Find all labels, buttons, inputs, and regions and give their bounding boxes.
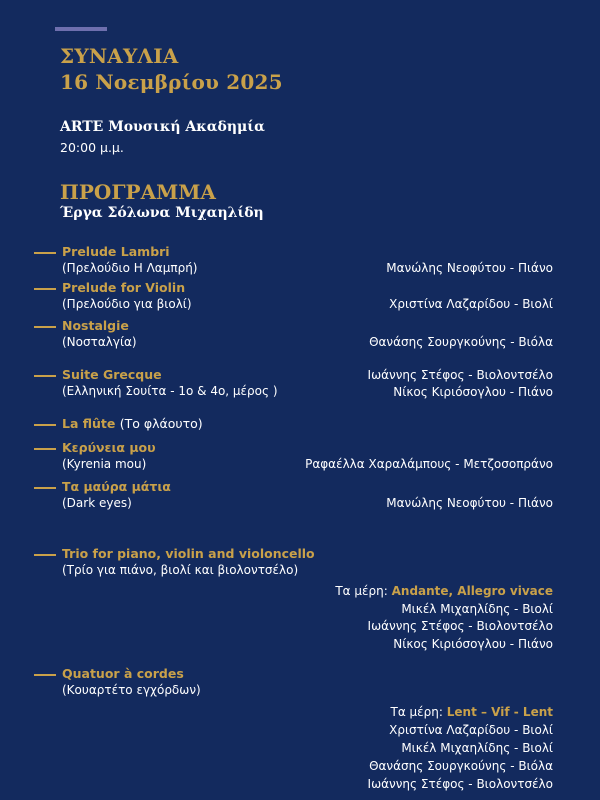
piece-title: Prelude for Violin (62, 280, 186, 295)
piece-subtitle: (Πρελούδιο Η Λαμπρή) (62, 261, 198, 275)
performer: Ιωάννης Στέφος - Βιολοντσέλο (367, 368, 553, 382)
concert-title: ΣΥΝΑΥΛΙΑ (60, 44, 179, 68)
parts-label: Τα μέρη: (335, 584, 388, 598)
performer: Μανώλης Νεοφύτου - Πιάνο (386, 496, 553, 510)
piece-subtitle: (Τρίο για πιάνο, βιολί και βιολοντσέλο) (62, 563, 299, 577)
piece-title: Κερύνεια μου (62, 440, 156, 455)
dash-icon (34, 554, 56, 556)
piece-title: Prelude Lambri (62, 244, 170, 259)
performer: Χριστίνα Λαζαρίδου - Βιολί (389, 297, 553, 311)
dash-icon (34, 448, 56, 450)
piece-subtitle: (Kyrenia mou) (62, 457, 147, 471)
concert-date: 16 Νοεμβρίου 2025 (60, 70, 283, 94)
piece-subtitle: (Νοσταλγία) (62, 335, 137, 349)
piece-title: Trio for piano, violin and violoncello (62, 546, 315, 561)
piece-title: Quatuor à cordes (62, 666, 184, 681)
piece-title: La flûte (Το φλάουτο) (62, 416, 203, 431)
decorative-bar (55, 27, 107, 31)
performer: Θανάσης Σουργκούνης - Βιόλα (369, 759, 553, 773)
piece-title: Τα μαύρα μάτια (62, 479, 171, 494)
program-title: ΠΡΟΓΡΑΜΜΑ (60, 180, 216, 204)
program-subtitle: Έργα Σόλωνα Μιχαηλίδη (60, 205, 264, 221)
performer: Μανώλης Νεοφύτου - Πιάνο (386, 261, 553, 275)
piece-title: Nostalgie (62, 318, 129, 333)
piece-subtitle: (Πρελούδιο για βιολί) (62, 297, 192, 311)
performer: Ιωάννης Στέφος - Βιολοντσέλο (367, 619, 553, 633)
dash-icon (34, 252, 56, 254)
concert-time: 20:00 μ.μ. (60, 140, 124, 155)
performer: Θανάσης Σουργκούνης - Βιόλα (369, 335, 553, 349)
performer: Ραφαέλλα Χαραλάμπους - Μετζοσοπράνο (305, 457, 553, 471)
parts-line (335, 584, 553, 598)
performer: Νίκος Κιριόσογλου - Πιάνο (393, 385, 553, 399)
dash-icon (34, 424, 56, 426)
piece-title: Suite Grecque (62, 367, 162, 382)
dash-icon (34, 674, 56, 676)
venue: ARTE Μουσική Ακαδημία (60, 119, 265, 135)
parts-names: Lent – Vif - Lent (446, 705, 553, 719)
dash-icon (34, 375, 56, 377)
piece-subtitle: (Ελληνική Σουίτα - 1ο & 4ο, μέρος ) (62, 384, 278, 398)
piece-subtitle: (Dark eyes) (62, 496, 132, 510)
parts-names: Andante, Allegro vivace (391, 584, 553, 598)
dash-icon (34, 288, 56, 290)
performer: Νίκος Κιριόσογλου - Πιάνο (393, 637, 553, 651)
piece-subtitle: (Κουαρτέτο εγχόρδων) (62, 683, 201, 697)
dash-icon (34, 326, 56, 328)
parts-label: Τα μέρη: (390, 705, 443, 719)
performer: Μικέλ Μιχαηλίδης - Βιολί (401, 741, 553, 755)
dash-icon (34, 487, 56, 489)
performer: Χριστίνα Λαζαρίδου - Βιολί (389, 723, 553, 737)
performer: Ιωάννης Στέφος - Βιολοντσέλο (367, 777, 553, 791)
parts-line (390, 705, 553, 719)
performer: Μικέλ Μιχαηλίδης - Βιολί (401, 602, 553, 616)
piece-subtitle: (Το φλάουτο) (119, 416, 203, 431)
